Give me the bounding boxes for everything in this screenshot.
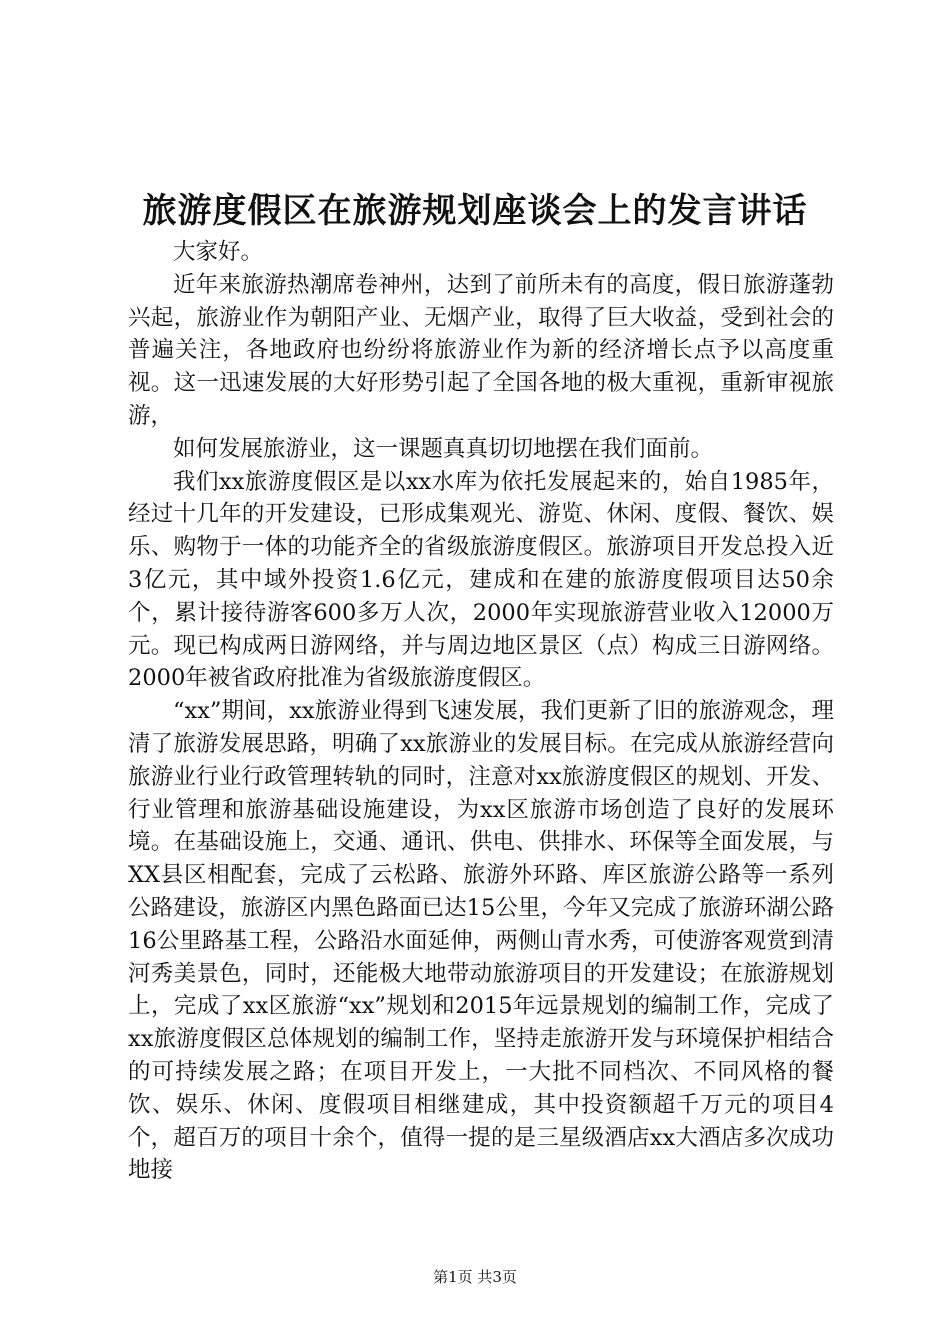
paragraph-resort-overview: 我们xx旅游度假区是以xx水库为依托发展起来的，始自1985年，经过十几年的开发建设，已形成集观光、游览、休闲、度假、餐饮、娱乐、购物于一体的功能齐全的省级旅游度假区。旅游项目开发总投入近3亿元，其中域外投资1.6亿元，建成和在建的旅游度假项目达50余个，累计接待游客600多万人次，2000年实现旅游营业收入12000万元。现已构成两日游网络，并与周边地区景区（点）构成三日游网络。2000年被省政府批准为省级旅游度假区。 — [128, 468, 834, 692]
paragraph-question: 如何发展旅游业，这一课题真真切切地摆在我们面前。 — [173, 435, 714, 462]
document-title: 旅游度假区在旅游规划座谈会上的发言讲话 — [142, 191, 808, 231]
paragraph-greeting: 大家好。 — [173, 239, 264, 265]
paragraph-tourism-trend: 近年来旅游热潮席卷神州，达到了前所未有的高度，假日旅游蓬勃兴起，旅游业作为朝阳产业、无烟产业，取得了巨大收益，受到社会的普遍关注，各地政府也纷纷将旅游业作为新的经济增长点予以高度重视。这一迅速发展的大好形势引起了全国各地的极大重视，重新审视旅游， — [128, 271, 834, 429]
document-body — [128, 236, 834, 1187]
page-footer: 第1页 共3页 — [433, 1268, 517, 1286]
paragraph-development: “xx”期间，xx旅游业得到飞速发展，我们更新了旧的旅游观念，理清了旅游发展思路，明确了xx旅游业的发展目标。在完成从旅游经营向旅游业行业行政管理转轨的同时，注意对xx旅游度假区的规划、开发、行业管理和旅游基础设施建设，为xx区旅游市场创造了良好的发展环境。在基础设施上，交通、通讯、供电、供排水、环保等全面发展，与XX县区相配套，完成了云松路、旅游外环路、库区旅游公路等一系列公路建设，旅游区内黑色路面已达15公里，今年又完成了旅游环湖公路16公里路基工程，公路沿水面延伸，两侧山青水秀，可使游客观赏到清河秀美景色，同时，还能极大地带动旅游项目的开发建设；在旅游规划上，完成了xx区旅游“xx”规划和2015年远景规划的编制工作，完成了xx旅游度假区总体规划的编制工作，坚持走旅游开发与环境保护相结合的可持续发展之路；在项目开发上，一大批不同档次、不同风格的餐饮、娱乐、休闲、度假项目相继建成，其中投资额超千万元的项目4个，超百万的项目十余个，值得一提的是三星级酒店xx大酒店多次成功地接 — [128, 698, 834, 1184]
